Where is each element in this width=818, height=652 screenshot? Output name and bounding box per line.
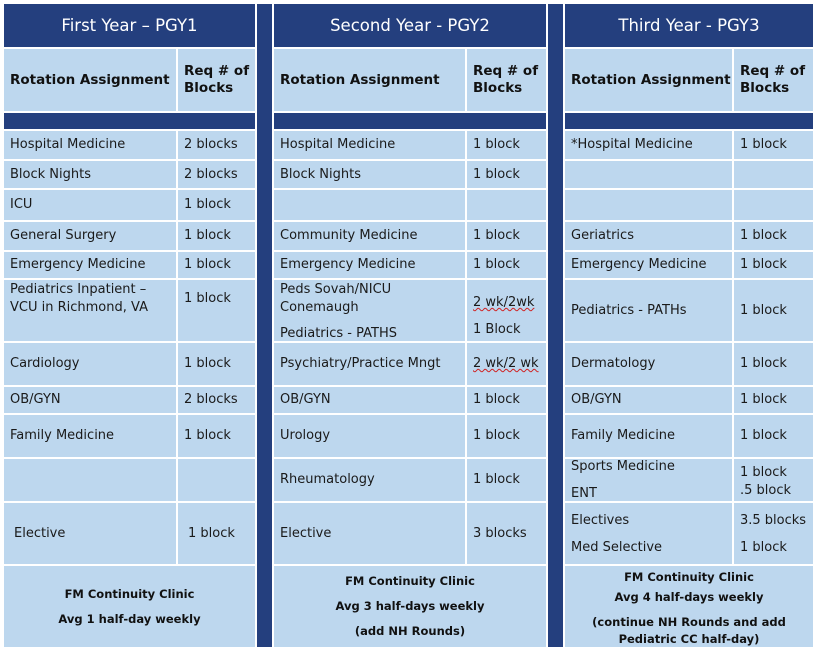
rotation-cell xyxy=(564,189,733,221)
rotation-cell xyxy=(3,386,177,414)
rotation-cell xyxy=(3,342,177,386)
req-blocks-value: .5 block xyxy=(740,483,792,498)
continuity-clinic-footer xyxy=(564,565,814,648)
column-header-rotation xyxy=(273,48,466,112)
req-blocks-cell xyxy=(733,386,814,414)
rotation-cell xyxy=(273,414,466,458)
req-blocks-cell xyxy=(733,130,814,160)
req-blocks-cell xyxy=(733,160,814,189)
rotation-name: ICU xyxy=(10,197,33,212)
req-blocks-value: 1 block xyxy=(184,228,231,243)
req-blocks-cell xyxy=(177,342,256,386)
header-band xyxy=(564,112,814,130)
req-blocks-cell xyxy=(466,414,547,458)
req-blocks-value: 1 block xyxy=(184,428,231,443)
req-blocks-value: 1 block xyxy=(740,137,787,152)
column-header-rotation-label: Rotation Assignment xyxy=(280,71,440,88)
req-blocks-cell xyxy=(466,386,547,414)
req-blocks-value: 1 block xyxy=(188,525,235,541)
rotation-cell xyxy=(273,130,466,160)
rotation-cell xyxy=(564,160,733,189)
rotation-name: OB/GYN xyxy=(10,392,61,407)
rotation-name: Emergency Medicine xyxy=(10,257,146,272)
footer-line: (continue NH Rounds and add xyxy=(592,614,786,629)
req-blocks-cell xyxy=(466,160,547,189)
rotation-cell xyxy=(273,342,466,386)
req-blocks-cell xyxy=(177,279,256,342)
column-header-req-line: Req # of xyxy=(184,63,250,79)
rotation-cell xyxy=(564,414,733,458)
req-blocks-value: 2 blocks xyxy=(184,392,238,407)
req-blocks-value: 1 Block xyxy=(473,322,521,337)
column-divider xyxy=(547,3,564,648)
column-header-req xyxy=(177,48,256,112)
rotation-cell xyxy=(3,251,177,279)
rotation-cell xyxy=(564,386,733,414)
rotation-name: Geriatrics xyxy=(571,228,634,243)
rotation-name: VCU in Richmond, VA xyxy=(10,300,148,315)
column-header-req-line: Blocks xyxy=(473,80,523,96)
year-title: Second Year - PGY2 xyxy=(330,16,490,35)
rotation-cell xyxy=(3,221,177,251)
rotation-cell xyxy=(564,221,733,251)
rotation-cell xyxy=(3,189,177,221)
req-blocks-value: 2 blocks xyxy=(184,137,238,152)
rotation-name: Pediatrics Inpatient – xyxy=(10,282,147,297)
req-blocks-value: 1 block xyxy=(184,356,231,371)
req-blocks-value: 1 block xyxy=(473,392,520,407)
rotation-cell xyxy=(3,130,177,160)
rotation-cell xyxy=(3,279,177,342)
req-blocks-cell xyxy=(733,189,814,221)
rotation-name: Elective xyxy=(14,525,66,541)
rotation-cell xyxy=(3,458,177,502)
req-blocks-cell xyxy=(733,279,814,342)
rotation-name: General Surgery xyxy=(10,228,117,243)
rotation-cell xyxy=(273,221,466,251)
year-header xyxy=(564,3,814,48)
req-blocks-value: 2 wk/2wk xyxy=(473,295,535,310)
column-header-req xyxy=(466,48,547,112)
rotation-cell xyxy=(564,458,733,502)
footer-line: Avg 1 half-day weekly xyxy=(58,611,201,626)
rotation-cell xyxy=(564,130,733,160)
req-blocks-cell xyxy=(177,130,256,160)
rotation-name: Cardiology xyxy=(10,356,80,371)
req-blocks-value: 1 block xyxy=(740,302,787,318)
req-blocks-value: 1 block xyxy=(740,465,787,480)
req-blocks-value: 1 block xyxy=(740,257,787,272)
req-blocks-cell xyxy=(177,251,256,279)
req-blocks-cell xyxy=(466,130,547,160)
rotation-cell xyxy=(273,279,466,342)
req-blocks-value: 3.5 blocks xyxy=(740,512,807,528)
req-blocks-cell xyxy=(466,502,547,565)
rotation-cell xyxy=(273,502,466,565)
req-blocks-value: 2 wk/2 wk xyxy=(473,356,539,371)
footer-line: Avg 4 half-days weekly xyxy=(614,589,764,604)
rotation-cell xyxy=(3,160,177,189)
rotation-name: Sports Medicine xyxy=(571,459,675,474)
req-blocks-cell xyxy=(733,342,814,386)
req-blocks-value: 1 block xyxy=(740,228,787,243)
rotation-name: *Hospital Medicine xyxy=(571,137,693,152)
req-blocks-cell xyxy=(733,414,814,458)
rotation-cell xyxy=(273,160,466,189)
req-blocks-cell xyxy=(466,342,547,386)
rotation-name: Hospital Medicine xyxy=(10,137,126,152)
req-blocks-cell xyxy=(177,189,256,221)
column-header-rotation-label: Rotation Assignment xyxy=(571,71,731,88)
req-blocks-value: 1 block xyxy=(740,356,787,371)
year-title: First Year – PGY1 xyxy=(61,16,198,35)
req-blocks-cell xyxy=(733,458,814,502)
req-blocks-cell xyxy=(466,189,547,221)
year-title: Third Year - PGY3 xyxy=(618,16,760,35)
rotation-name: Community Medicine xyxy=(280,228,418,243)
rotation-schedule-table xyxy=(3,3,814,648)
continuity-clinic-footer xyxy=(273,565,547,648)
rotation-name: ENT xyxy=(571,486,597,501)
column-header-req-line: Blocks xyxy=(740,80,790,96)
req-blocks-value: 1 block xyxy=(473,137,520,152)
req-blocks-value: 1 block xyxy=(740,539,787,555)
rotation-name: OB/GYN xyxy=(571,392,622,407)
req-blocks-cell xyxy=(466,458,547,502)
footer-line: (add NH Rounds) xyxy=(354,624,466,638)
continuity-clinic-footer xyxy=(3,565,256,648)
rotation-cell xyxy=(273,458,466,502)
rotation-cell xyxy=(564,279,733,342)
column-header-req-line: Req # of xyxy=(740,63,806,79)
rotation-name: Dermatology xyxy=(571,356,656,371)
footer-line: Pediatric CC half-day) xyxy=(618,631,760,646)
rotation-name: Emergency Medicine xyxy=(571,257,707,272)
rotation-name: Block Nights xyxy=(280,166,361,182)
rotation-cell xyxy=(273,189,466,221)
column-divider xyxy=(256,3,273,648)
rotation-cell xyxy=(564,502,733,565)
rotation-name: Rheumatology xyxy=(280,472,375,487)
rotation-cell xyxy=(273,386,466,414)
rotation-name: Emergency Medicine xyxy=(280,257,416,272)
column-header-req-line: Req # of xyxy=(473,63,539,79)
req-blocks-cell xyxy=(733,221,814,251)
header-band xyxy=(3,112,256,130)
req-blocks-cell xyxy=(177,386,256,414)
rotation-cell xyxy=(564,342,733,386)
column-header-req xyxy=(733,48,814,112)
req-blocks-cell xyxy=(177,458,256,502)
req-blocks-cell xyxy=(466,221,547,251)
req-blocks-value: 1 block xyxy=(473,166,520,182)
req-blocks-value: 1 block xyxy=(473,472,520,487)
rotation-name: Family Medicine xyxy=(10,428,115,443)
rotation-name: Psychiatry/Practice Mngt xyxy=(280,356,441,371)
year-header xyxy=(273,3,547,48)
rotation-name: Pediatrics - PATHS xyxy=(280,326,397,341)
column-header-rotation xyxy=(3,48,177,112)
header-band xyxy=(273,112,547,130)
footer-line: FM Continuity Clinic xyxy=(64,586,195,601)
rotation-name: Hospital Medicine xyxy=(280,137,396,152)
req-blocks-value: 2 blocks xyxy=(184,166,238,182)
footer-line: FM Continuity Clinic xyxy=(624,569,754,584)
req-blocks-value: 1 block xyxy=(184,257,231,272)
req-blocks-cell xyxy=(733,502,814,565)
req-blocks-value: 1 block xyxy=(740,392,787,407)
rotation-name: Family Medicine xyxy=(571,428,676,443)
rotation-cell xyxy=(3,414,177,458)
req-blocks-cell xyxy=(177,502,256,565)
req-blocks-value: 1 block xyxy=(740,428,787,443)
req-blocks-cell xyxy=(466,279,547,342)
footer-line: FM Continuity Clinic xyxy=(345,574,475,588)
column-header-rotation-label: Rotation Assignment xyxy=(10,71,170,88)
req-blocks-value: 1 block xyxy=(473,257,520,272)
rotation-name: Block Nights xyxy=(10,166,91,182)
req-blocks-value: 1 block xyxy=(473,228,520,243)
rotation-cell xyxy=(3,502,177,565)
rotation-name: Elective xyxy=(280,525,332,541)
req-blocks-value: 1 block xyxy=(473,428,520,443)
req-blocks-value: 1 block xyxy=(184,291,231,306)
rotation-name: Peds Sovah/NICU xyxy=(280,282,392,297)
rotation-name: Pediatrics - PATHs xyxy=(571,302,687,318)
column-header-req-line: Blocks xyxy=(184,80,234,96)
req-blocks-cell xyxy=(177,160,256,189)
rotation-cell xyxy=(564,251,733,279)
req-blocks-cell xyxy=(177,414,256,458)
rotation-name: Electives xyxy=(571,512,630,528)
req-blocks-cell xyxy=(733,251,814,279)
req-blocks-value: 3 blocks xyxy=(473,525,527,541)
rotation-name: Urology xyxy=(280,428,331,443)
rotation-name: Med Selective xyxy=(571,539,663,555)
req-blocks-cell xyxy=(177,221,256,251)
column-header-rotation xyxy=(564,48,733,112)
rotation-name: Conemaugh xyxy=(280,300,359,315)
req-blocks-cell xyxy=(466,251,547,279)
year-header xyxy=(3,3,256,48)
req-blocks-value: 1 block xyxy=(184,197,231,212)
rotation-name: OB/GYN xyxy=(280,392,331,407)
rotation-cell xyxy=(273,251,466,279)
footer-line: Avg 3 half-days weekly xyxy=(335,599,485,613)
